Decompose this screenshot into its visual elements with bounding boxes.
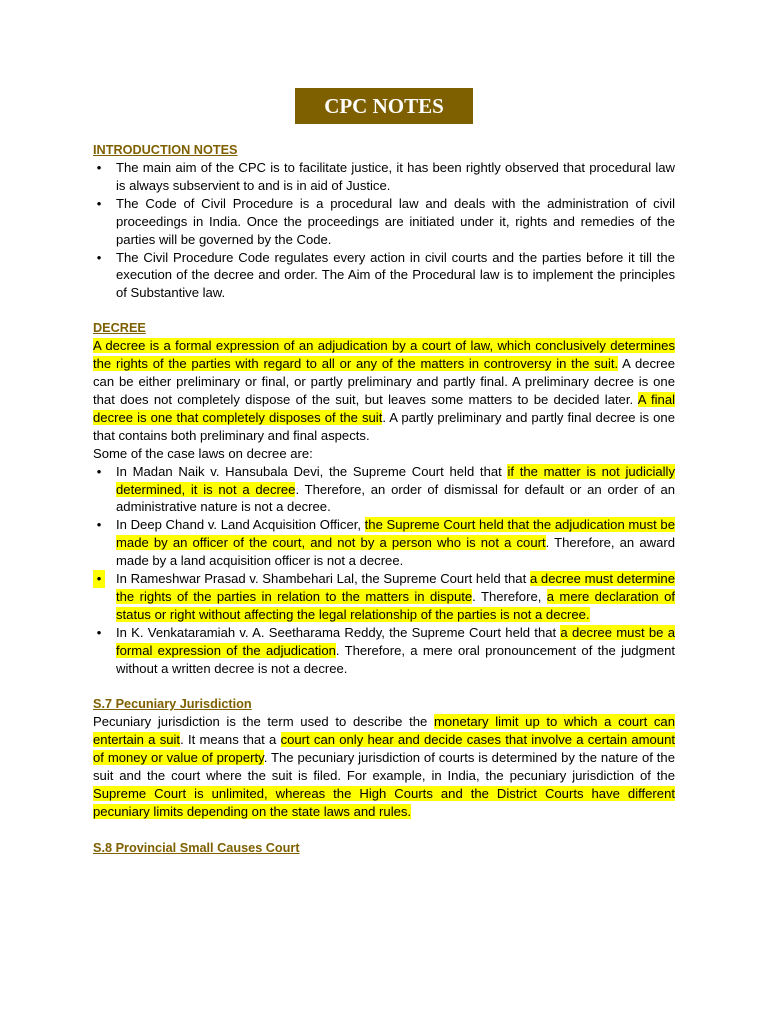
bullet-icon: • [96, 160, 102, 175]
paragraph-text: . A partly preliminary and partly final decree is one that contains both preliminary and final aspects. [93, 409, 675, 443]
intro-bullet-list [93, 159, 675, 302]
paragraph-text: Pecuniary jurisdiction is the term used to describe the [93, 714, 434, 730]
paragraph-text: . It means that a [180, 732, 281, 748]
case-text: . Therefore, a mere oral pronouncement of the judgment without a written decree is not a decree. [116, 642, 675, 676]
case-text: In Madan Naik v. Hansubala Devi, the Supreme Court held that [116, 463, 508, 479]
list-item [93, 516, 675, 570]
bullet-icon: • [96, 624, 102, 640]
bullet-icon: • [96, 249, 102, 265]
bullet-text: The Civil Procedure Code regulates every action in civil courts and the parties before it till the execution of the decree and order. The Aim of the Procedural law is to implement the principles of Substantive law. [116, 249, 675, 301]
case-text: In K. Venkataramiah v. A. Seetharama Reddy, the Supreme Court held that [116, 624, 561, 640]
highlighted-text: A decree is a formal expression of an adjudication by a court of law, which conclusively determines the rights of the parties with regard to all or any of the matters in controversy in the suit. [93, 338, 675, 372]
highlighted-text: A final decree is one that completely disposes of the suit [93, 391, 676, 425]
intro-heading: INTRODUCTION NOTES [93, 143, 238, 157]
highlighted-text: a decree must be a formal expression of the adjudication [116, 624, 675, 658]
case-text: In Deep Chand v. Land Acquisition Officer, [116, 517, 365, 533]
highlighted-text: monetary limit up to which a court can entertain a suit [93, 714, 675, 748]
list-item [93, 624, 675, 678]
highlighted-text: court can only hear and decide cases that involve a certain amount of money or value of property [93, 732, 675, 766]
bullet-icon: • [93, 570, 105, 588]
highlighted-text: Supreme Court is unlimited, whereas the High Courts and the District Courts have different pecuniary limits depending on the state laws and rules. [93, 786, 675, 819]
decree-definition-paragraph [93, 337, 675, 444]
decree-heading: DECREE [93, 321, 146, 336]
list-item [93, 463, 675, 517]
bullet-icon: • [96, 195, 102, 211]
list-item [93, 249, 675, 303]
pecuniary-jurisdiction-heading: S.7 Pecuniary Jurisdiction [93, 697, 252, 712]
document-title: CPC NOTES [295, 88, 473, 124]
list-item [93, 570, 675, 624]
case-text: . Therefore, an award made by a land acquisition officer is not a decree. [116, 535, 675, 569]
paragraph-text: A decree can be either preliminary or final, or partly preliminary and partly final. A preliminary decree is one that does not completely dispose of the suit, but leaves some matters to be decided later. [93, 356, 675, 407]
bullet-icon: • [96, 517, 102, 533]
case-laws-intro: Some of the case laws on decree are: [93, 445, 313, 461]
pecuniary-paragraph [93, 713, 675, 820]
highlighted-text: the Supreme Court held that the adjudication must be made by an officer of the court, and not by a person who is not a court [116, 517, 675, 551]
case-text: In Rameshwar Prasad v. Shambehari Lal, the Supreme Court held that [116, 571, 530, 587]
document-page [93, 88, 675, 857]
list-item [93, 159, 675, 195]
case-text: . Therefore, an order of dismissal for default or an order of an administrative nature is not a decree. [116, 481, 676, 515]
case-text: . Therefore, [472, 588, 547, 604]
paragraph-text: . The pecuniary jurisdiction of courts is determined by the nature of the suit and the court where the suit is filed. For example, in India, the pecuniary jurisdiction of the [93, 750, 675, 784]
list-item [93, 195, 675, 249]
case-law-list [93, 463, 675, 678]
small-causes-court-heading: S.8 Provincial Small Causes Court [93, 840, 300, 855]
bullet-icon: • [96, 463, 102, 479]
highlighted-text: a decree must determine the rights of the parties in relation to the matters in dispute [116, 571, 675, 604]
bullet-text: The main aim of the CPC is to facilitate justice, it has been rightly observed that procedural law is always subservient to and is in aid of Justice. [116, 160, 675, 193]
highlighted-text: a mere declaration of status or right without affecting the legal relationship of the parties is not a decree. [116, 588, 675, 622]
bullet-text: The Code of Civil Procedure is a procedural law and deals with the administration of civil proceedings in India. Once the proceedings are initiated under it, rights and remedies of the parties will be governed by the Code. [116, 195, 675, 247]
highlighted-text: if the matter is not judicially determined, it is not a decree [116, 463, 675, 497]
